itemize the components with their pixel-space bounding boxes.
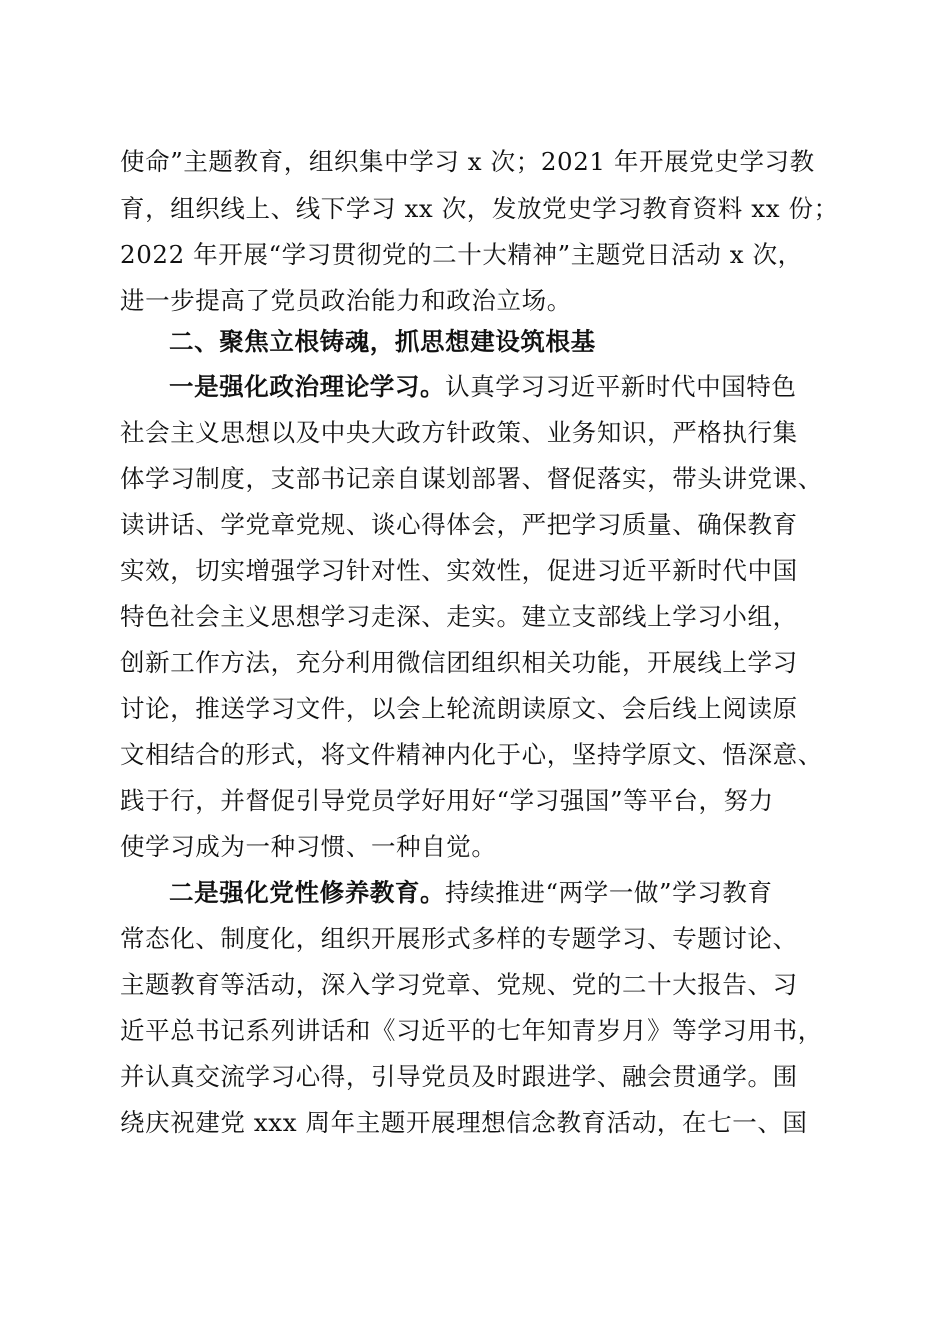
- paragraph-first-line: [169, 878, 889, 908]
- paragraph-line: 创新工作方法，充分利用微信团组织相关功能，开展线上学习: [120, 648, 798, 677]
- paragraph-line: 体学习制度，支部书记亲自谋划部署、督促落实，带头讲党课、: [120, 464, 823, 493]
- paragraph-line: 文相结合的形式，将文件精神内化于心，坚持学原文、悟深意、: [120, 740, 823, 769]
- paragraph-line: 读讲话、学党章党规、谈心得体会，严把学习质量、确保教育: [120, 510, 798, 539]
- paragraph-line: 使命”主题教育，组织集中学习 x 次；2021 年开展党史学习教: [120, 147, 815, 176]
- paragraph-line: 特色社会主义思想学习走深、走实。建立支部线上学习小组，: [120, 602, 798, 631]
- paragraph-line: 2022 年开展“学习贯彻党的二十大精神”主题党日活动 x 次，: [120, 240, 803, 269]
- paragraph-text: 认真学习习近平新时代中国特色: [445, 372, 797, 401]
- paragraph-line: 近平总书记系列讲话和《习近平的七年知青岁月》等学习用书，: [120, 1016, 823, 1045]
- paragraph-lead: 一是强化政治理论学习。: [169, 372, 446, 401]
- paragraph-first-line: [169, 372, 889, 402]
- paragraph-line: 育，组织线上、线下学习 xx 次，发放党史学习教育资料 xx 份；: [120, 194, 839, 223]
- paragraph-text: 持续推进“两学一做”学习教育: [445, 878, 773, 907]
- paragraph-line: 主题教育等活动，深入学习党章、党规、党的二十大报告、习: [120, 970, 798, 999]
- paragraph-line: 践于行，并督促引导党员学好用好“学习强国”等平台，努力: [120, 786, 774, 815]
- paragraph-line: 实效，切实增强学习针对性、实效性，促进习近平新时代中国: [120, 556, 798, 585]
- section-heading: 二、聚焦立根铸魂，抓思想建设筑根基: [169, 327, 596, 356]
- paragraph-line: 绕庆祝建党 xxx 周年主题开展理想信念教育活动，在七一、国: [120, 1108, 808, 1137]
- paragraph-line: 常态化、制度化，组织开展形式多样的专题学习、专题讨论、: [120, 924, 798, 953]
- paragraph-line: 进一步提高了党员政治能力和政治立场。: [120, 286, 572, 315]
- paragraph-lead: 二是强化党性修养教育。: [169, 878, 446, 907]
- paragraph-line: 社会主义思想以及中央大政方针政策、业务知识，严格执行集: [120, 418, 798, 447]
- paragraph-line: 并认真交流学习心得，引导党员及时跟进学、融会贯通学。围: [120, 1062, 798, 1091]
- paragraph-line: 使学习成为一种习惯、一种自觉。: [120, 832, 497, 861]
- paragraph-line: 讨论，推送学习文件，以会上轮流朗读原文、会后线上阅读原: [120, 694, 798, 723]
